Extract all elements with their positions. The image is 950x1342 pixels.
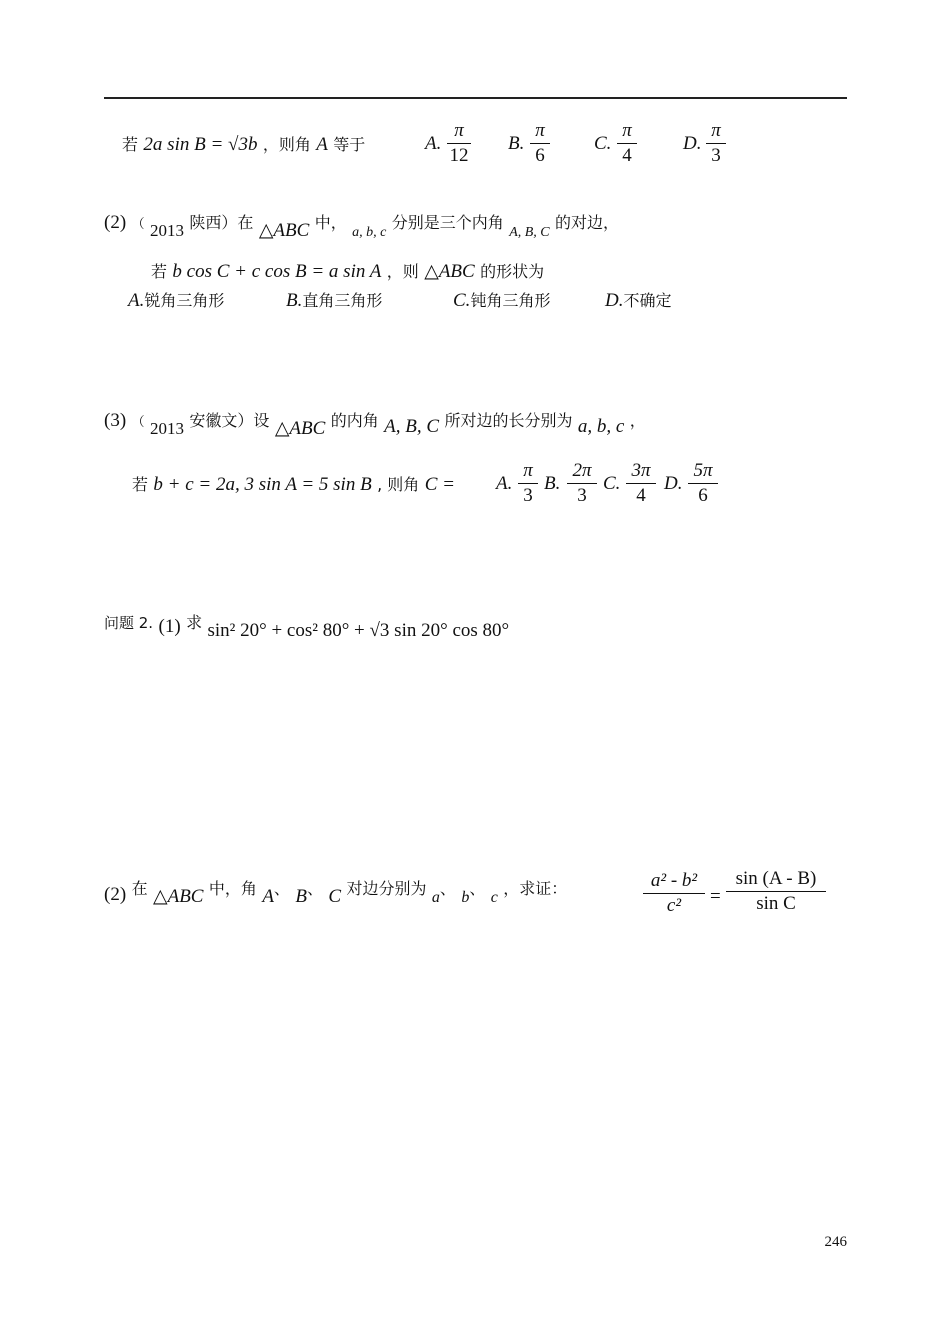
q2-year: 2013	[149, 221, 184, 240]
q1-option-b-fraction: π 6	[530, 120, 550, 167]
q3-number: (3)	[104, 410, 127, 431]
q2-line1	[104, 210, 620, 241]
q2-option-d: D.不确定	[605, 290, 672, 311]
problem2-part2-triangle: △ABC	[152, 886, 204, 907]
q2-text-mid2: 分别是三个内角	[391, 213, 504, 232]
q2-text-mid: 中，	[314, 213, 347, 232]
problem2-side-a: a	[431, 889, 440, 906]
q1-option-c-fraction: π 4	[617, 120, 637, 167]
q2-line2	[151, 259, 544, 283]
problem2-angle-b: B	[295, 886, 307, 907]
q2-option-c: C.钝角三角形	[453, 290, 551, 311]
problem2-angle-c: C	[328, 886, 342, 907]
problem2-sep-3: 、	[439, 879, 456, 898]
q2-number: (2)	[104, 212, 127, 233]
q3-source-open: （	[131, 415, 145, 430]
q2-line2-mid: ，则	[386, 262, 419, 281]
q3-option-a-fraction: π 3	[518, 460, 538, 507]
q2-region: 陕西）在	[189, 213, 254, 232]
problem2-part2-text4: ，求证：	[503, 879, 568, 898]
problem2-part1-number: (1)	[158, 616, 181, 637]
q2-angles: A, B, C	[509, 225, 550, 240]
q3-line2-mid: , 则角	[377, 475, 420, 494]
problem2-sep-4: 、	[469, 879, 486, 898]
problem2-part1-expression: sin² 20° + cos² 80° + √3 sin 20° cos 80°	[207, 620, 510, 641]
q3-line2-prefix: 若	[132, 475, 149, 494]
q3-region: 安徽文）设	[189, 411, 270, 430]
problem2-side-b: b	[461, 889, 470, 906]
q2-line2-triangle: △ABC	[424, 261, 475, 282]
q3-text-mid2: 所对边的长分别为	[444, 411, 573, 430]
q2-line2-end: 的形状为	[480, 262, 545, 281]
q1-option-a-fraction: π 12	[447, 120, 471, 167]
header-rule	[104, 97, 847, 99]
q3-line1	[104, 408, 646, 439]
problem2-angle-a: A	[262, 886, 274, 907]
q2-option-b: B.直角三角形	[286, 290, 383, 311]
q1-option-d-fraction: π 3	[706, 120, 726, 167]
q1-condition-line	[122, 132, 365, 156]
q2-text-end: 的对边，	[555, 213, 620, 232]
q1-option-c-label: C.	[594, 133, 612, 154]
q3-line2-condition: b + c = 2a, 3 sin A = 5 sin B	[153, 474, 372, 495]
q3-angles: A, B, C	[384, 416, 440, 437]
problem2-part2-text1: 在	[131, 879, 148, 898]
q3-option-a-label: A.	[496, 473, 513, 494]
q2-sides: a, b, c	[352, 225, 387, 240]
problem2-lhs-fraction: a² - b² c²	[643, 870, 705, 917]
q3-option-b-label: B.	[544, 473, 561, 494]
q2-line2-prefix: 若	[151, 262, 168, 281]
q3-text-mid: 的内角	[330, 411, 379, 430]
q3-year: 2013	[149, 419, 184, 438]
problem2-side-c: c	[490, 889, 498, 906]
q2-line2-condition: b cos C + c cos B = a sin A	[172, 261, 382, 282]
problem2-rhs-fraction: sin (A - B) sin C	[726, 868, 826, 915]
q1-prefix: 若	[122, 135, 139, 154]
q3-option-d-fraction: 5π 6	[688, 460, 718, 507]
problem2-part2	[104, 876, 568, 907]
q1-option-b-label: B.	[508, 133, 525, 154]
problem2-sep-2: 、	[306, 879, 323, 898]
q3-option-c-label: C.	[603, 473, 621, 494]
page-number: 246	[824, 1234, 847, 1250]
problem2-equals: =	[710, 886, 721, 907]
problem2-part1-text: 求	[186, 613, 203, 632]
problem2-part2-text2: 中，角	[208, 879, 257, 898]
q1-mid: ，则角	[262, 135, 311, 154]
q1-option-a-label: A.	[425, 133, 442, 154]
problem2-part2-text3: 对边分别为	[346, 879, 427, 898]
q1-var: A	[316, 134, 328, 155]
q3-triangle: △ABC	[274, 418, 326, 439]
q3-line2	[132, 472, 455, 496]
q3-line2-var: C =	[424, 474, 455, 495]
q1-condition: 2a sin B = √3b	[143, 134, 258, 155]
q3-option-c-fraction: 3π 4	[626, 460, 656, 507]
problem2-part2-number: (2)	[104, 884, 127, 905]
q3-option-d-label: D.	[664, 473, 683, 494]
problem2-sep-1: 、	[273, 879, 290, 898]
problem2-part1	[104, 610, 510, 641]
q2-source-open: （	[131, 217, 145, 232]
problem2-title: 问题 2.	[104, 614, 154, 632]
q1-option-d-label: D.	[683, 133, 702, 154]
q3-sides: a, b, c	[577, 416, 625, 437]
q2-option-a: A.锐角三角形	[128, 290, 225, 311]
q1-suffix: 等于	[333, 135, 366, 154]
q2-triangle: △ABC	[258, 220, 310, 241]
q3-text-end: ，	[629, 411, 646, 430]
q3-option-b-fraction: 2π 3	[567, 460, 597, 507]
